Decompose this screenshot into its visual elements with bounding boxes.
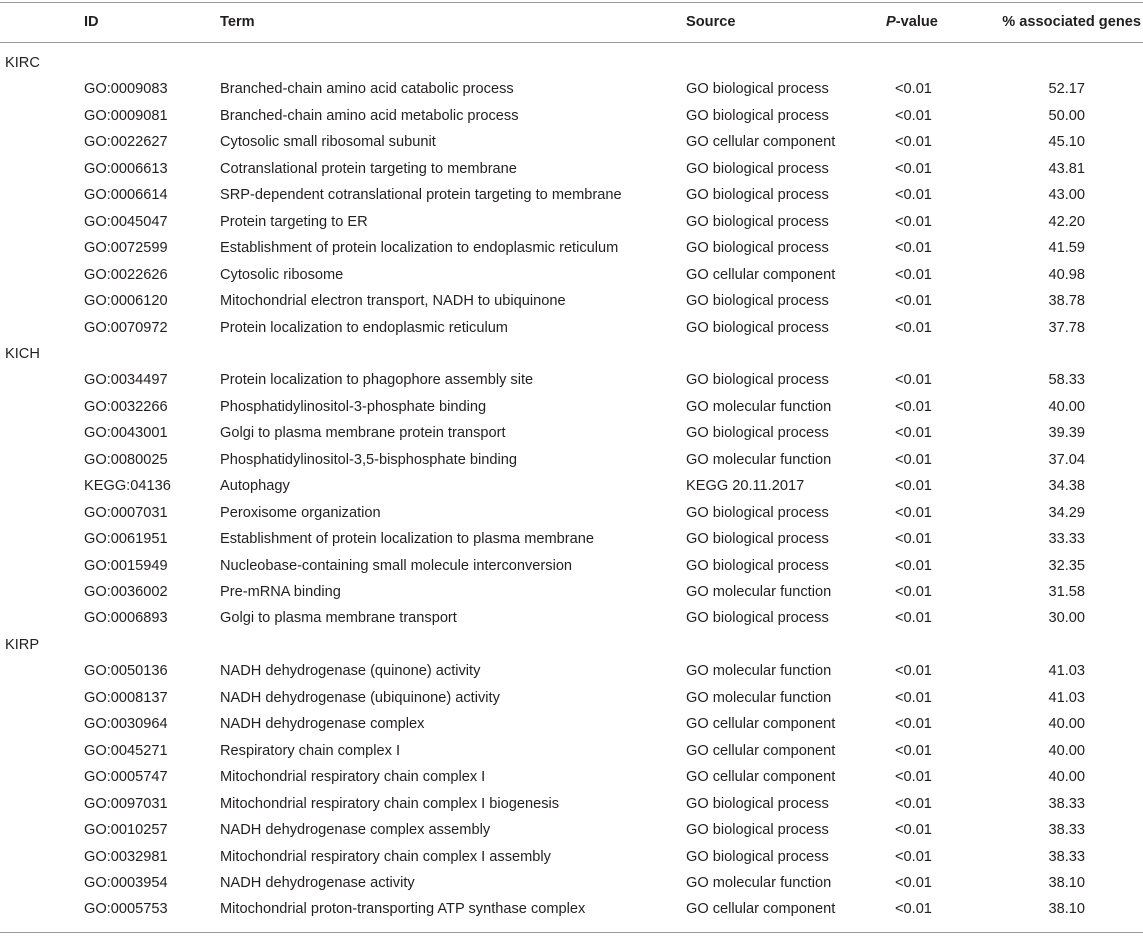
- cell-p-value: <0.01: [895, 372, 932, 389]
- cell-id: GO:0005747: [84, 769, 168, 786]
- header-p-value: [886, 9, 938, 35]
- cell-source: GO cellular component: [686, 266, 836, 283]
- cell-p-value: <0.01: [895, 504, 932, 521]
- table-row: [0, 870, 1143, 896]
- cell-source: GO cellular component: [686, 901, 836, 918]
- cell-id: GO:0006120: [84, 293, 168, 310]
- cell-percent: 40.00: [1048, 398, 1085, 415]
- cell-term: NADH dehydrogenase activity: [220, 874, 415, 891]
- cell-id: GO:0015949: [84, 557, 168, 574]
- table-row: [0, 896, 1143, 922]
- cell-source: GO molecular function: [686, 663, 832, 680]
- table-row: [0, 129, 1143, 155]
- cell-percent: 33.33: [1048, 531, 1085, 548]
- cell-percent: 37.78: [1048, 319, 1085, 336]
- cell-percent: 38.33: [1048, 795, 1085, 812]
- cell-id: GO:0050136: [84, 663, 168, 680]
- cell-p-value: <0.01: [895, 81, 932, 98]
- table-row: [0, 526, 1143, 552]
- cell-id: GO:0045047: [84, 213, 168, 230]
- cell-id: GO:0032266: [84, 398, 168, 415]
- cell-term: Establishment of protein localization to plasma membrane: [220, 531, 594, 548]
- cell-term: NADH dehydrogenase complex assembly: [220, 822, 491, 839]
- cell-source: GO biological process: [686, 848, 829, 865]
- cell-id: GO:0061951: [84, 531, 168, 548]
- table-row: [0, 235, 1143, 261]
- cell-percent: 34.29: [1048, 504, 1085, 521]
- table-row: [0, 738, 1143, 764]
- table-top-rule: [0, 2, 1143, 3]
- cell-source: GO molecular function: [686, 689, 832, 706]
- cell-source: GO cellular component: [686, 134, 836, 151]
- group-row: [0, 50, 1143, 76]
- cell-source: GO biological process: [686, 293, 829, 310]
- cell-source: GO cellular component: [686, 769, 836, 786]
- cell-source: GO biological process: [686, 795, 829, 812]
- cell-id: GO:0072599: [84, 240, 168, 257]
- cell-percent: 52.17: [1048, 81, 1085, 98]
- table-row: [0, 605, 1143, 631]
- cell-p-value: <0.01: [895, 557, 932, 574]
- cell-p-value: <0.01: [895, 398, 932, 415]
- cell-percent: 41.03: [1048, 663, 1085, 680]
- cell-id: GO:0030964: [84, 716, 168, 733]
- header-term: Term: [220, 14, 255, 30]
- cell-source: GO biological process: [686, 504, 829, 521]
- cell-term: Protein localization to endoplasmic reticulum: [220, 319, 508, 336]
- cell-percent: 40.98: [1048, 266, 1085, 283]
- table-row: [0, 315, 1143, 341]
- cell-id: GO:0032981: [84, 848, 168, 865]
- cell-id: GO:0006613: [84, 160, 168, 177]
- group-label: KIRC: [5, 55, 40, 71]
- cell-p-value: <0.01: [895, 478, 932, 495]
- cell-source: GO molecular function: [686, 584, 832, 600]
- table-row: [0, 420, 1143, 446]
- cell-p-value: <0.01: [895, 795, 932, 812]
- cell-source: GO biological process: [686, 425, 829, 442]
- cell-p-value: <0.01: [895, 610, 932, 627]
- cell-term: Protein localization to phagophore assembly site: [220, 372, 534, 389]
- cell-source: GO biological process: [686, 160, 829, 177]
- cell-id: GO:0022626: [84, 266, 168, 283]
- cell-p-value: <0.01: [895, 160, 932, 177]
- cell-term: NADH dehydrogenase (quinone) activity: [220, 663, 481, 680]
- cell-source: GO biological process: [686, 81, 829, 98]
- cell-percent: 40.00: [1048, 716, 1085, 733]
- cell-p-value: <0.01: [895, 716, 932, 733]
- cell-term: Mitochondrial respiratory chain complex I: [220, 769, 486, 786]
- group-row: [0, 341, 1143, 367]
- cell-source: GO cellular component: [686, 742, 836, 759]
- cell-term: NADH dehydrogenase complex: [220, 716, 425, 733]
- cell-source: GO molecular function: [686, 398, 832, 415]
- cell-p-value: <0.01: [895, 822, 932, 839]
- table-row: [0, 209, 1143, 235]
- cell-source: GO biological process: [686, 822, 829, 839]
- cell-p-value: <0.01: [895, 874, 932, 891]
- cell-term: Mitochondrial respiratory chain complex I biogenesis: [220, 795, 560, 812]
- table-row: [0, 447, 1143, 473]
- cell-id: GO:0034497: [84, 372, 168, 389]
- cell-source: GO cellular component: [686, 716, 836, 733]
- table-row: [0, 500, 1143, 526]
- table-row: [0, 156, 1143, 182]
- cell-id: GO:0070972: [84, 319, 168, 336]
- cell-source: GO biological process: [686, 187, 829, 204]
- cell-percent: 34.38: [1048, 478, 1085, 495]
- header-p-italic: P: [886, 14, 896, 30]
- cell-p-value: <0.01: [895, 689, 932, 706]
- cell-p-value: <0.01: [895, 425, 932, 442]
- cell-p-value: <0.01: [895, 266, 932, 283]
- table-header-rule: [0, 42, 1143, 43]
- cell-term: Cotranslational protein targeting to membrane: [220, 160, 517, 177]
- cell-percent: 41.59: [1048, 240, 1085, 257]
- cell-id: GO:0043001: [84, 425, 168, 442]
- cell-percent: 42.20: [1048, 213, 1085, 230]
- cell-p-value: <0.01: [895, 531, 932, 548]
- cell-p-value: <0.01: [895, 848, 932, 865]
- cell-id: GO:0005753: [84, 901, 168, 918]
- cell-percent: 40.00: [1048, 769, 1085, 786]
- cell-p-value: <0.01: [895, 213, 932, 230]
- table-row: [0, 262, 1143, 288]
- cell-term: Peroxisome organization: [220, 504, 381, 521]
- cell-id: GO:0009081: [84, 107, 168, 124]
- cell-source: GO biological process: [686, 531, 829, 548]
- cell-source: GO biological process: [686, 213, 829, 230]
- group-label: KIRP: [5, 636, 40, 653]
- table-row: [0, 288, 1143, 314]
- table-row: [0, 182, 1143, 208]
- table-row: [0, 711, 1143, 737]
- cell-percent: 32.35: [1048, 557, 1085, 574]
- cell-term: Establishment of protein localization to endoplasmic reticulum: [220, 240, 619, 257]
- header-percent-associated-genes: % associated genes: [1002, 14, 1141, 30]
- cell-id: GO:0008137: [84, 689, 168, 706]
- cell-percent: 50.00: [1048, 107, 1085, 124]
- cell-percent: 30.00: [1048, 610, 1085, 627]
- cell-p-value: <0.01: [895, 107, 932, 124]
- header-source: Source: [686, 14, 736, 30]
- cell-p-value: <0.01: [895, 901, 932, 918]
- cell-source: GO biological process: [686, 319, 829, 336]
- cell-percent: 38.10: [1048, 874, 1085, 891]
- cell-id: KEGG:04136: [84, 478, 171, 495]
- cell-source: GO molecular function: [686, 451, 832, 468]
- cell-term: Cytosolic small ribosomal subunit: [220, 134, 436, 151]
- table-row: [0, 103, 1143, 129]
- cell-term: NADH dehydrogenase (ubiquinone) activity: [220, 689, 500, 706]
- cell-term: Golgi to plasma membrane transport: [220, 610, 457, 627]
- cell-id: GO:0036002: [84, 584, 168, 600]
- cell-term: Cytosolic ribosome: [220, 266, 344, 283]
- cell-id: GO:0009083: [84, 81, 168, 98]
- cell-p-value: <0.01: [895, 240, 932, 257]
- cell-percent: 31.58: [1048, 584, 1085, 600]
- cell-term: Nucleobase-containing small molecule interconversion: [220, 557, 573, 574]
- cell-percent: 38.33: [1048, 822, 1085, 839]
- table-row: [0, 367, 1143, 393]
- cell-percent: 45.10: [1048, 134, 1085, 151]
- cell-p-value: <0.01: [895, 187, 932, 204]
- cell-percent: 58.33: [1048, 372, 1085, 389]
- table-row: [0, 579, 1143, 605]
- cell-term: SRP-dependent cotranslational protein targeting to membrane: [220, 187, 622, 204]
- cell-percent: 40.00: [1048, 742, 1085, 759]
- cell-term: Branched-chain amino acid catabolic process: [220, 81, 514, 98]
- cell-percent: 38.78: [1048, 293, 1085, 310]
- header-p-rest: -value: [895, 14, 938, 30]
- cell-percent: 43.00: [1048, 187, 1085, 204]
- cell-id: GO:0010257: [84, 822, 168, 839]
- table-header-row: [0, 9, 1143, 35]
- table-row: [0, 764, 1143, 790]
- cell-term: Mitochondrial electron transport, NADH to ubiquinone: [220, 293, 566, 310]
- cell-source: KEGG 20.11.2017: [686, 478, 805, 495]
- cell-term: Pre-mRNA binding: [220, 584, 341, 600]
- cell-source: GO biological process: [686, 240, 829, 257]
- table-row: [0, 553, 1143, 579]
- cell-term: Mitochondrial proton-transporting ATP synthase complex: [220, 901, 586, 918]
- table-row: [0, 473, 1143, 499]
- table-bottom-rule: [0, 932, 1143, 933]
- table-row: [0, 844, 1143, 870]
- cell-percent: 43.81: [1048, 160, 1085, 177]
- cell-source: GO biological process: [686, 107, 829, 124]
- cell-term: Protein targeting to ER: [220, 213, 368, 230]
- table-row: [0, 658, 1143, 684]
- cell-p-value: <0.01: [895, 584, 932, 600]
- cell-id: GO:0022627: [84, 134, 168, 151]
- cell-percent: 37.04: [1048, 451, 1085, 468]
- group-label: KICH: [5, 345, 40, 362]
- cell-id: GO:0045271: [84, 742, 168, 759]
- cell-p-value: <0.01: [895, 134, 932, 151]
- cell-id: GO:0007031: [84, 504, 168, 521]
- cell-p-value: <0.01: [895, 663, 932, 680]
- cell-source: GO biological process: [686, 372, 829, 389]
- cell-term: Golgi to plasma membrane protein transport: [220, 425, 506, 442]
- cell-term: Branched-chain amino acid metabolic process: [220, 107, 519, 124]
- cell-percent: 38.33: [1048, 848, 1085, 865]
- table-row: [0, 76, 1143, 102]
- cell-p-value: <0.01: [895, 742, 932, 759]
- cell-p-value: <0.01: [895, 319, 932, 336]
- table-row: [0, 685, 1143, 711]
- cell-percent: 41.03: [1048, 689, 1085, 706]
- cell-p-value: <0.01: [895, 451, 932, 468]
- cell-term: Respiratory chain complex I: [220, 742, 401, 759]
- group-row: [0, 632, 1143, 658]
- cell-id: GO:0006893: [84, 610, 168, 627]
- cell-p-value: <0.01: [895, 769, 932, 786]
- cell-id: GO:0097031: [84, 795, 168, 812]
- cell-source: GO biological process: [686, 557, 829, 574]
- cell-p-value: <0.01: [895, 293, 932, 310]
- cell-term: Mitochondrial respiratory chain complex I assembly: [220, 848, 551, 865]
- header-id: ID: [84, 14, 99, 30]
- table-row: [0, 791, 1143, 817]
- table-row: [0, 394, 1143, 420]
- cell-id: GO:0080025: [84, 451, 168, 468]
- table-row: [0, 817, 1143, 843]
- cell-term: Autophagy: [220, 478, 290, 495]
- cell-source: GO biological process: [686, 610, 829, 627]
- cell-id: GO:0003954: [84, 874, 168, 891]
- cell-percent: 39.39: [1048, 425, 1085, 442]
- cell-source: GO molecular function: [686, 874, 832, 891]
- cell-percent: 38.10: [1048, 901, 1085, 918]
- cell-term: Phosphatidylinositol-3-phosphate binding: [220, 398, 487, 415]
- cell-term: Phosphatidylinositol-3,5-bisphosphate binding: [220, 451, 517, 468]
- cell-id: GO:0006614: [84, 187, 168, 204]
